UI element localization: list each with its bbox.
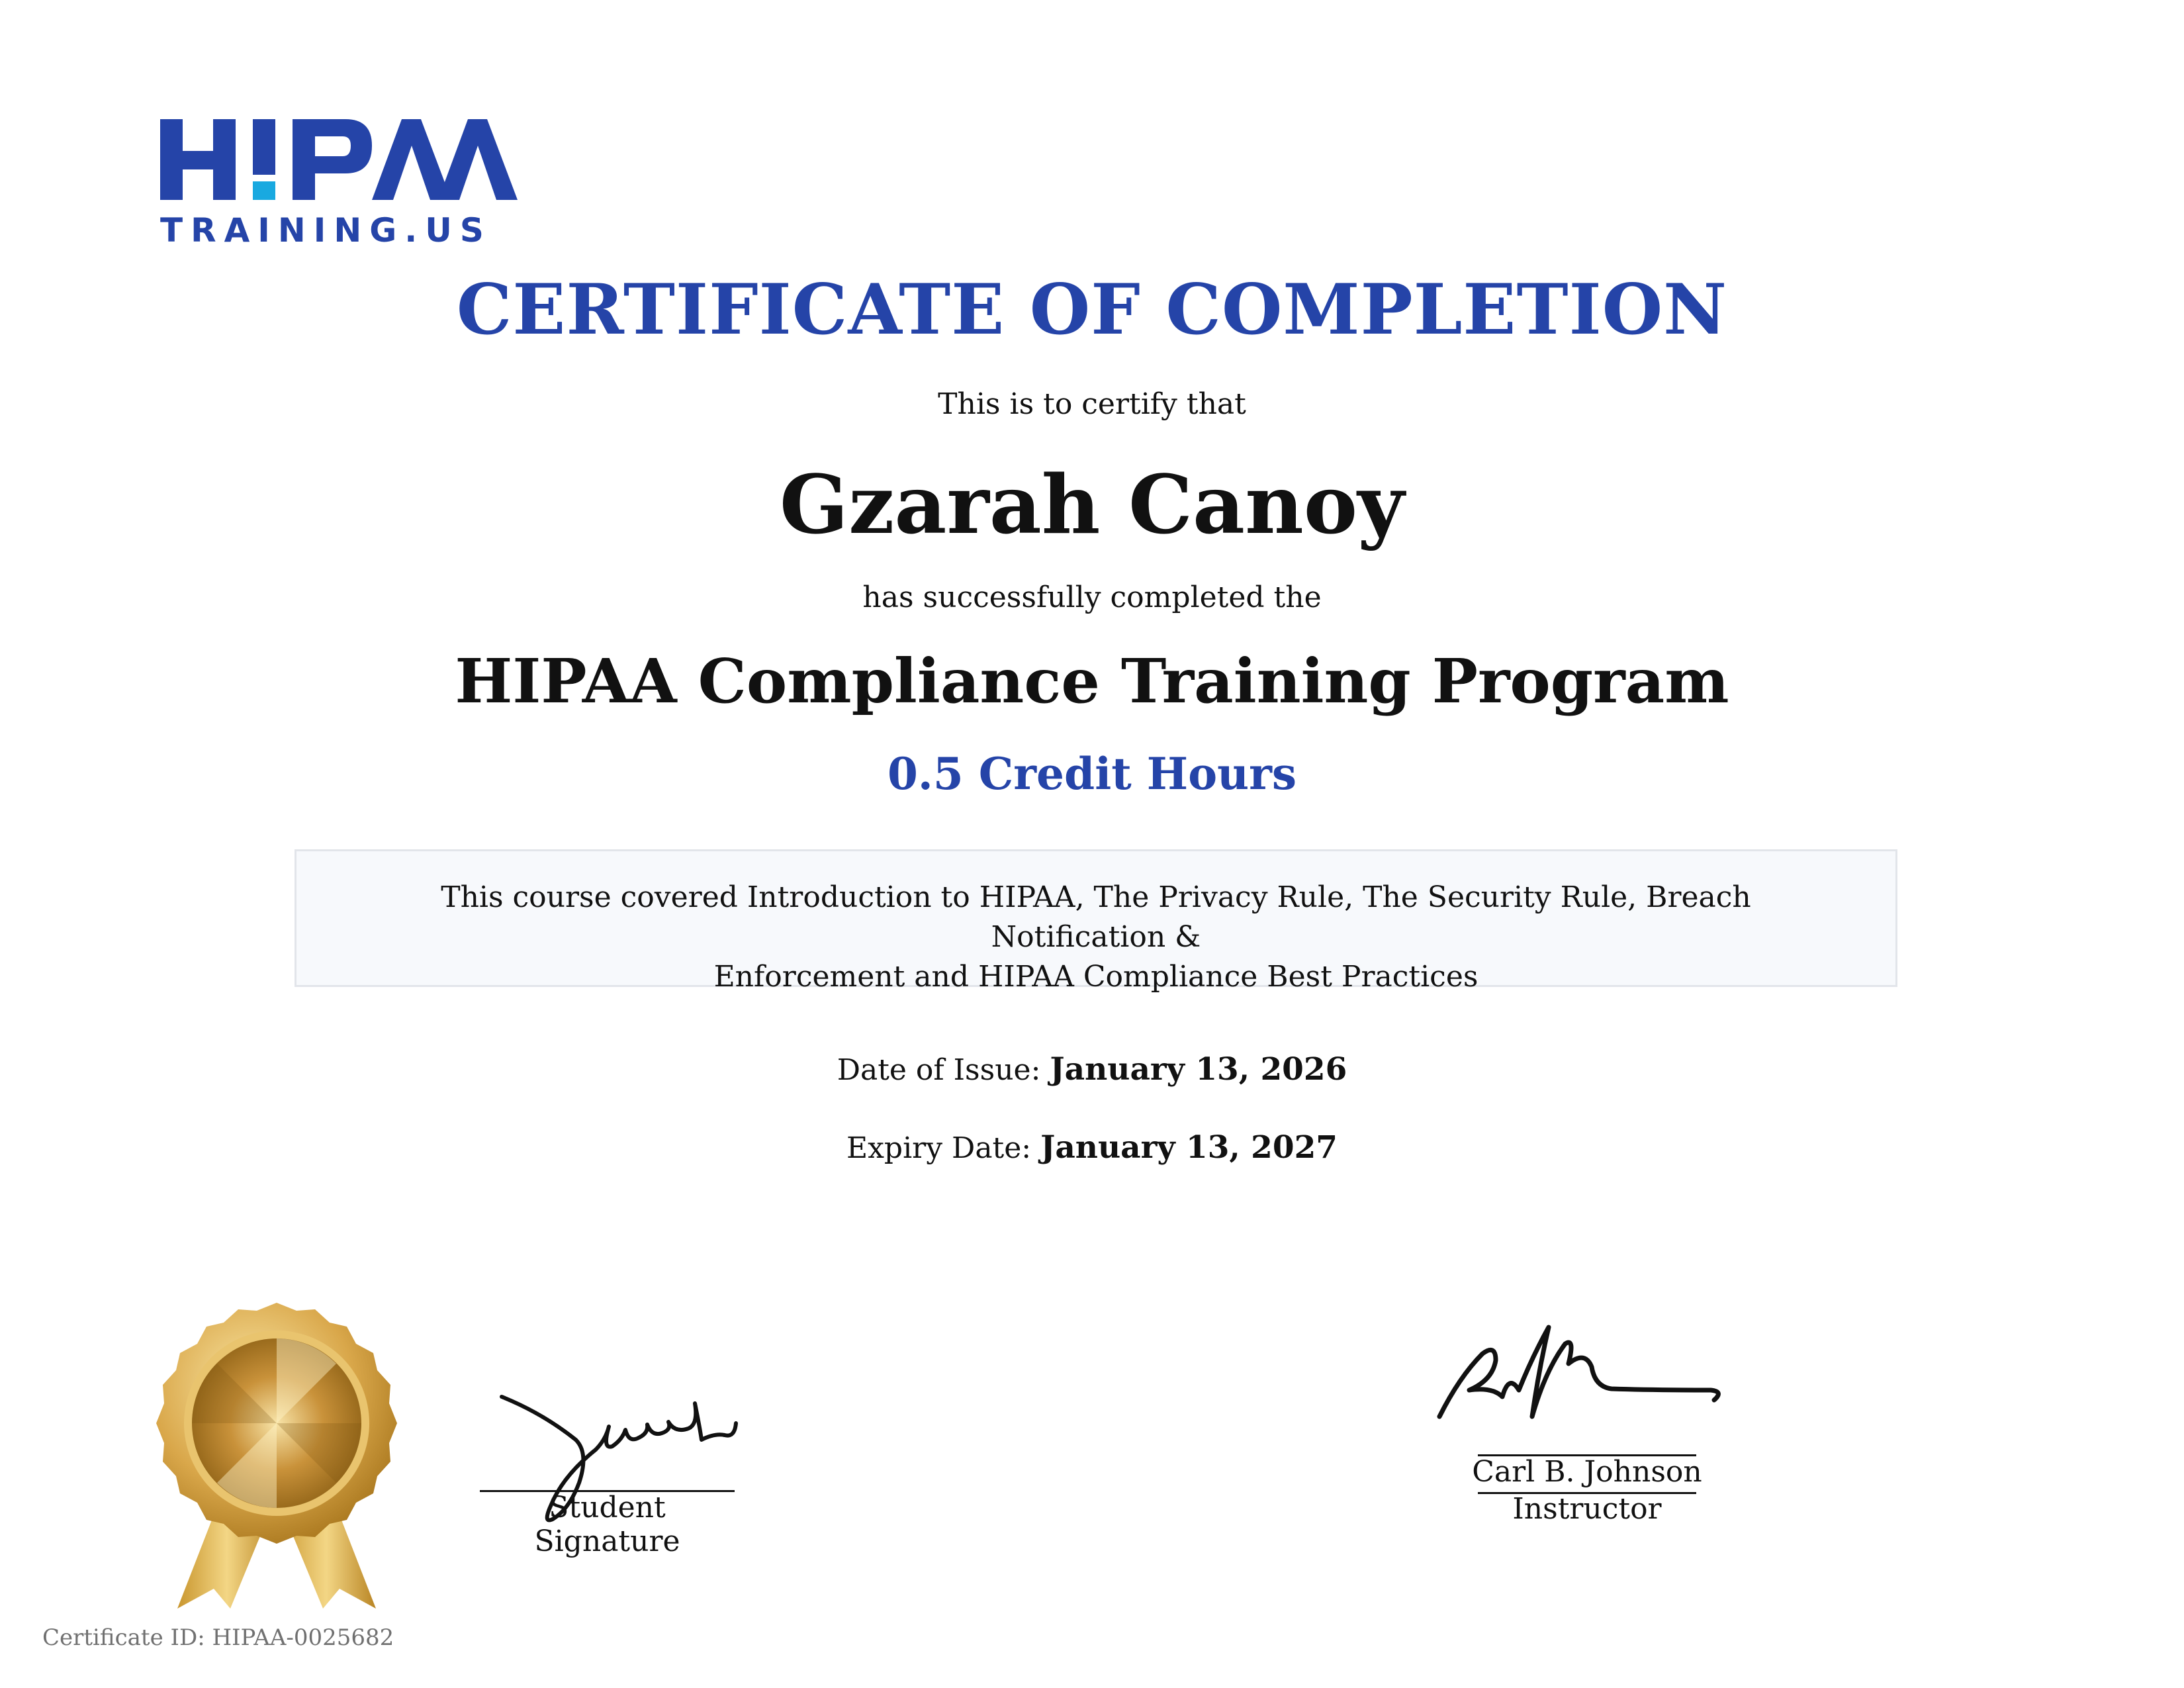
expiry-date-line bbox=[0, 1129, 2184, 1166]
issue-date-label: Date of Issue: bbox=[837, 1053, 1041, 1087]
credit-hours: 0.5 Credit Hours bbox=[887, 748, 1297, 800]
certificate-title: CERTIFICATE OF COMPLETION bbox=[456, 268, 1728, 350]
instructor-signature-image bbox=[1433, 1317, 1737, 1450]
expiry-date-value: January 13, 2027 bbox=[1040, 1129, 1338, 1166]
instructor-name: Carl B. Johnson bbox=[1472, 1455, 1702, 1489]
issue-date-value: January 13, 2026 bbox=[1050, 1051, 1347, 1088]
intro-text: This is to certify that bbox=[938, 387, 1246, 421]
course-description-box bbox=[295, 849, 1897, 994]
description-line-2: Enforcement and HIPAA Compliance Best Practices bbox=[713, 960, 1479, 994]
instructor-title: Instructor bbox=[1512, 1492, 1662, 1526]
logo-subtext: TRAINING.US bbox=[160, 211, 492, 250]
expiry-date-label: Expiry Date: bbox=[846, 1131, 1032, 1165]
issue-date-line bbox=[0, 1051, 2184, 1088]
hipaa-training-logo bbox=[154, 113, 511, 252]
gold-seal-ribbon-icon bbox=[151, 1297, 402, 1615]
certificate-id: Certificate ID: HIPAA-0025682 bbox=[42, 1624, 394, 1651]
student-signature-label: Student Signature bbox=[534, 1491, 680, 1558]
recipient-name: Gzarah Canoy bbox=[779, 457, 1405, 552]
completion-text: has successfully completed the bbox=[862, 581, 1322, 614]
course-name: HIPAA Compliance Training Program bbox=[455, 645, 1729, 717]
description-line-1: This course covered Introduction to HIPAA, The Privacy Rule, The Security Rule, Breach Notification & bbox=[441, 880, 1751, 954]
